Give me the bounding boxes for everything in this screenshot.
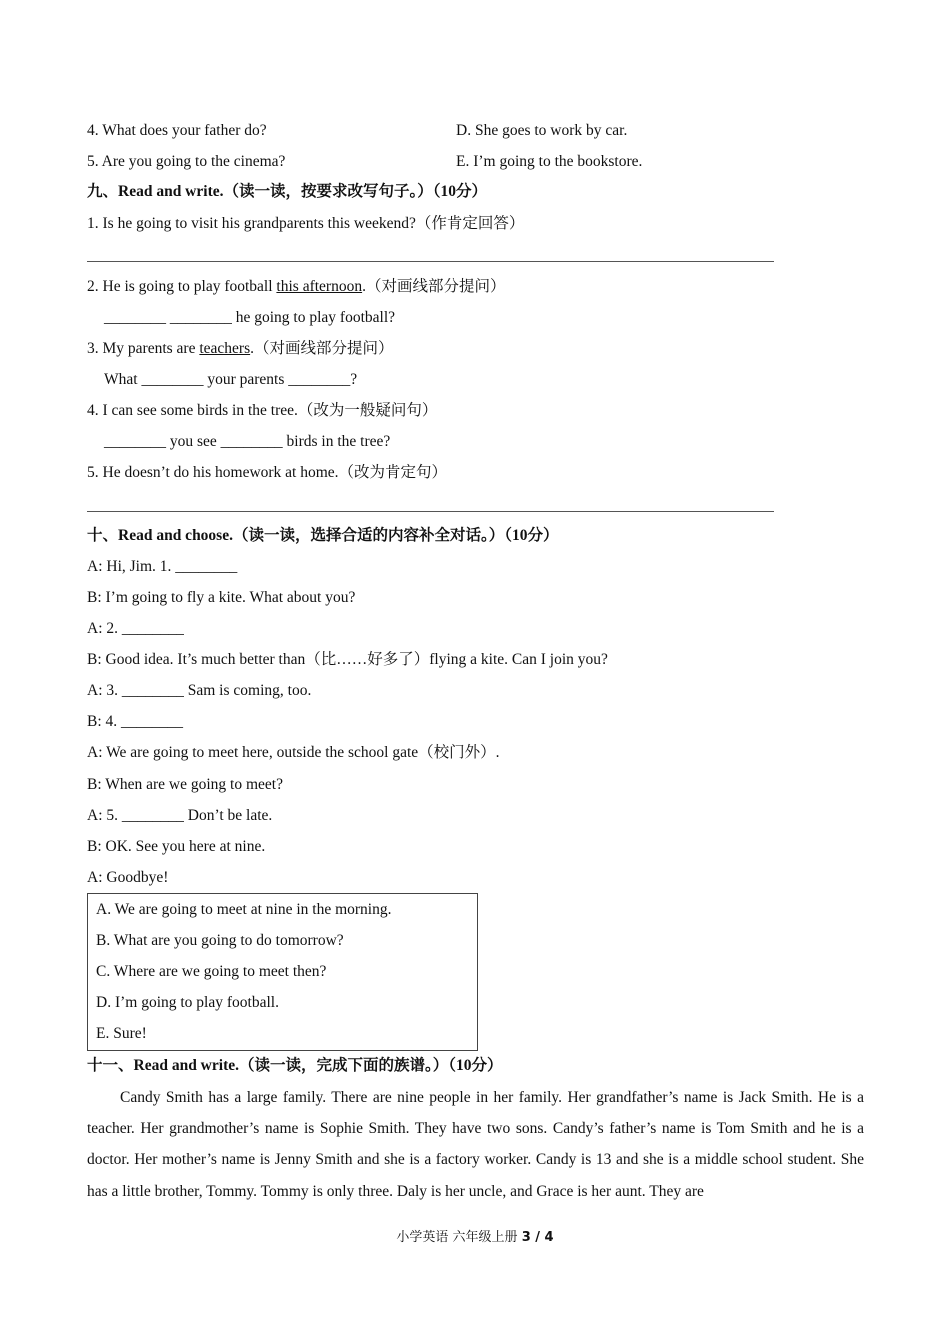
s9-question-3 (87, 339, 394, 359)
s9-q2-post: .（对画线部分提问） (362, 278, 506, 295)
match-item-left-4: 4. What does your father do? (87, 122, 267, 139)
dialog-line: A: Hi, Jim. 1. ________ (87, 558, 238, 575)
s9-q2-pre: 2. He is going to play football (87, 278, 277, 295)
section-9-title: 九、Read and write.（读一读，按要求改写句子。）（10分） (87, 183, 487, 200)
dialog-line: B: 4. ________ (87, 713, 184, 730)
s9-question-1: 1. Is he going to visit his grandparents this weekend?（作肯定回答） (87, 215, 525, 232)
option-d: D. I’m going to play football. (96, 994, 279, 1011)
dialog-line: B: When are we going to meet? (87, 776, 283, 793)
s9-question-2 (87, 277, 505, 297)
match-item-left-5: 5. Are you going to the cinema? (87, 153, 286, 170)
dialog-line: A: 2. ________ (87, 620, 184, 637)
dialog-line: B: OK. See you here at nine. (87, 838, 266, 855)
s9-answer-3[interactable]: What ________ your parents ________? (104, 371, 358, 388)
section-11-title: 十一、Read and write.（读一读，完成下面的族谱。）（10分） (87, 1057, 503, 1074)
s9-question-4: 4. I can see some birds in the tree.（改为一般疑问句） (87, 402, 438, 419)
option-a: A. We are going to meet at nine in the morning. (96, 901, 392, 918)
dialog-line: A: 5. ________ Don’t be late. (87, 807, 273, 824)
s9-answer-4[interactable]: ________ you see ________ birds in the tree? (104, 433, 391, 450)
s9-q3-underlined: teachers (199, 340, 251, 357)
s9-q3-pre: 3. My parents are (87, 340, 200, 357)
footer-text: 小学英语 六年级上册 (396, 1230, 522, 1245)
match-item-right-e: E. I’m going to the bookstore. (456, 153, 643, 170)
option-c: C. Where are we going to meet then? (96, 963, 327, 980)
page-footer (0, 1226, 950, 1245)
dialog-line: A: Goodbye! (87, 869, 169, 886)
s9-q3-post: .（对画线部分提问） (250, 340, 394, 357)
page-number: 3 / 4 (521, 1230, 554, 1245)
option-b: B. What are you going to do tomorrow? (96, 932, 344, 949)
dialog-line: B: I’m going to fly a kite. What about you? (87, 589, 356, 606)
dialog-line: A: 3. ________ Sam is coming, too. (87, 682, 312, 699)
match-item-right-d: D. She goes to work by car. (456, 122, 628, 139)
s9-question-5: 5. He doesn’t do his homework at home.（改为肯定句） (87, 464, 448, 481)
answer-line-1[interactable] (87, 261, 774, 262)
s9-q2-underlined: this afternoon (276, 278, 363, 295)
dialog-line: B: Good idea. It’s much better than（比……好多了）flying a kite. Can I join you? (87, 651, 608, 668)
family-paragraph: Candy Smith has a large family. There are nine people in her family. Her grandfather’s name is Jack Smith. He is a teacher. Her grandmother’s name is Sophie Smith. They have two sons. Candy’s father’s name is Tom Smith and he is a doctor. Her mother’s name is Jenny Smith and she is a factory worker. Candy is 13 and she is a middle school student. She has a little brother, Tommy. Tommy is only three. Daly is her uncle, and Grace is her aunt. They are (87, 1089, 864, 1200)
dialog-line: A: We are going to meet here, outside the school gate（校门外）. (87, 744, 500, 761)
option-e: E. Sure! (96, 1025, 147, 1042)
section-10-title: 十、Read and choose.（读一读，选择合适的内容补全对话。）（10分） (87, 527, 559, 544)
s9-answer-2[interactable]: ________ ________ he going to play football? (104, 309, 396, 326)
answer-line-5[interactable] (87, 511, 774, 512)
